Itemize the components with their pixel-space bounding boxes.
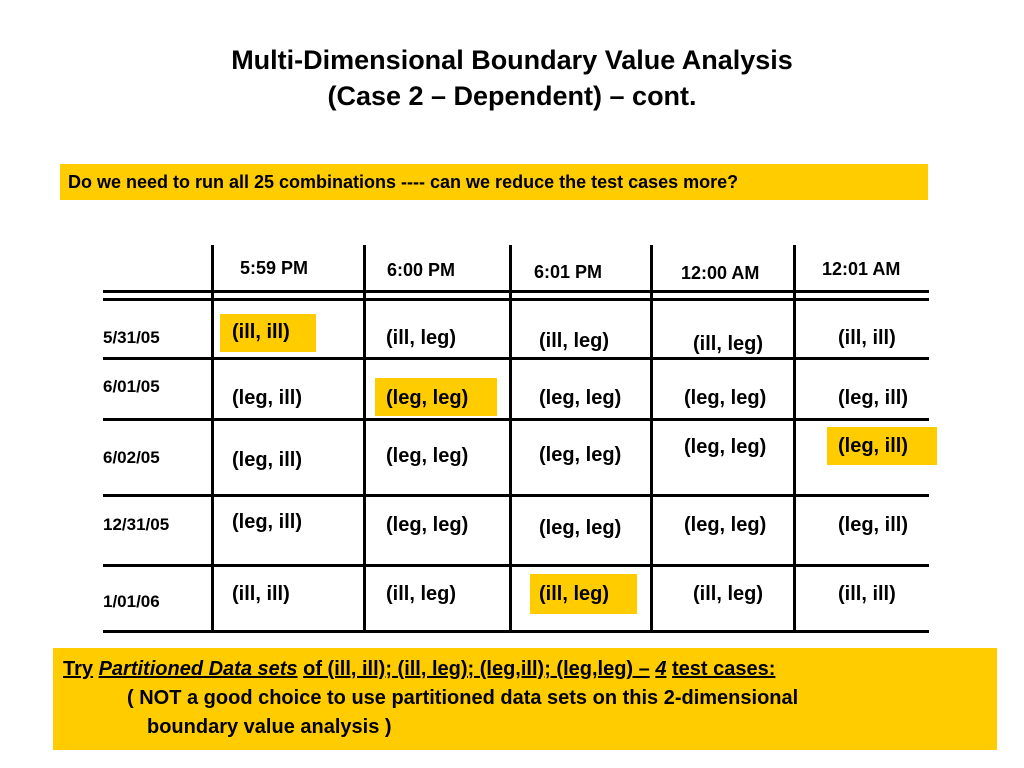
table-header-rule-top: [103, 290, 929, 293]
table-cell: (leg, leg): [684, 436, 767, 458]
table-cell: (leg, leg): [386, 514, 469, 536]
table-header-rule-bottom: [103, 298, 929, 301]
table-cell: (ill, leg): [386, 327, 456, 349]
table-cell: (leg, leg): [684, 514, 767, 536]
row-divider: [103, 494, 929, 497]
note-line-2: ( NOT a good choice to use partitioned data sets on this 2-dimensional: [127, 687, 799, 709]
row-header: 6/02/05: [103, 448, 160, 467]
table-cell: (leg, ill): [232, 449, 302, 471]
column-header: 12:01 AM: [822, 259, 901, 279]
row-divider: [103, 564, 929, 567]
table-bottom-rule: [103, 630, 929, 633]
row-header: 1/01/06: [103, 592, 160, 611]
table-cell: (leg, ill): [838, 514, 908, 536]
column-header: 6:01 PM: [534, 262, 603, 282]
note-line-1: [63, 656, 775, 683]
table-cell: (ill, leg): [693, 333, 763, 355]
table-cell: (ill, ill): [838, 327, 896, 349]
table-cell: (leg, leg): [539, 387, 622, 409]
column-divider: [211, 245, 214, 633]
column-header: 5:59 PM: [240, 258, 309, 278]
table-cell: (leg, ill): [232, 511, 302, 533]
table-cell: (leg, ill): [838, 387, 908, 409]
table-cell: (leg, leg): [386, 387, 469, 409]
table-cell: (leg, ill): [838, 435, 908, 457]
table-cell: (leg, leg): [684, 387, 767, 409]
note-count: 4: [655, 658, 667, 680]
row-divider: [103, 357, 929, 360]
column-divider: [650, 245, 653, 633]
note-test-cases: test cases:: [672, 658, 776, 680]
table-cell: (ill, leg): [386, 583, 456, 605]
row-divider: [103, 418, 929, 421]
table-cell: (ill, ill): [232, 321, 290, 343]
table-cell: (leg, leg): [539, 517, 622, 539]
partitioned-data-note: [53, 648, 997, 750]
question-banner: Do we need to run all 25 combinations ---- can we reduce the test cases more?: [60, 164, 928, 200]
column-divider: [363, 245, 366, 633]
column-divider: [509, 245, 512, 633]
table-cell: (leg, leg): [386, 445, 469, 467]
row-header: 12/31/05: [103, 515, 170, 534]
table-cell: (leg, leg): [539, 444, 622, 466]
column-header: 6:00 PM: [387, 260, 456, 280]
table-cell: (ill, leg): [539, 583, 609, 605]
table-cell: (ill, leg): [693, 583, 763, 605]
row-header: 6/01/05: [103, 377, 160, 396]
note-try: Try: [63, 658, 94, 680]
column-divider: [793, 245, 796, 633]
note-line-3: boundary value analysis ): [147, 716, 392, 738]
table-cell: (ill, ill): [838, 583, 896, 605]
slide-title-line-2: (Case 2 – Dependent) – cont.: [327, 81, 697, 111]
table-cell: (leg, ill): [232, 387, 302, 409]
column-header: 12:00 AM: [681, 263, 760, 283]
row-header: 5/31/05: [103, 328, 160, 347]
note-combination-list: of (ill, ill); (ill, leg); (leg,ill); (leg,leg) –: [303, 658, 650, 680]
table-cell: (ill, leg): [539, 330, 609, 352]
table-cell: (ill, ill): [232, 583, 290, 605]
note-partitioned-data-sets: Partitioned Data sets: [98, 658, 298, 680]
slide-title-line-1: Multi-Dimensional Boundary Value Analysis: [231, 45, 793, 75]
